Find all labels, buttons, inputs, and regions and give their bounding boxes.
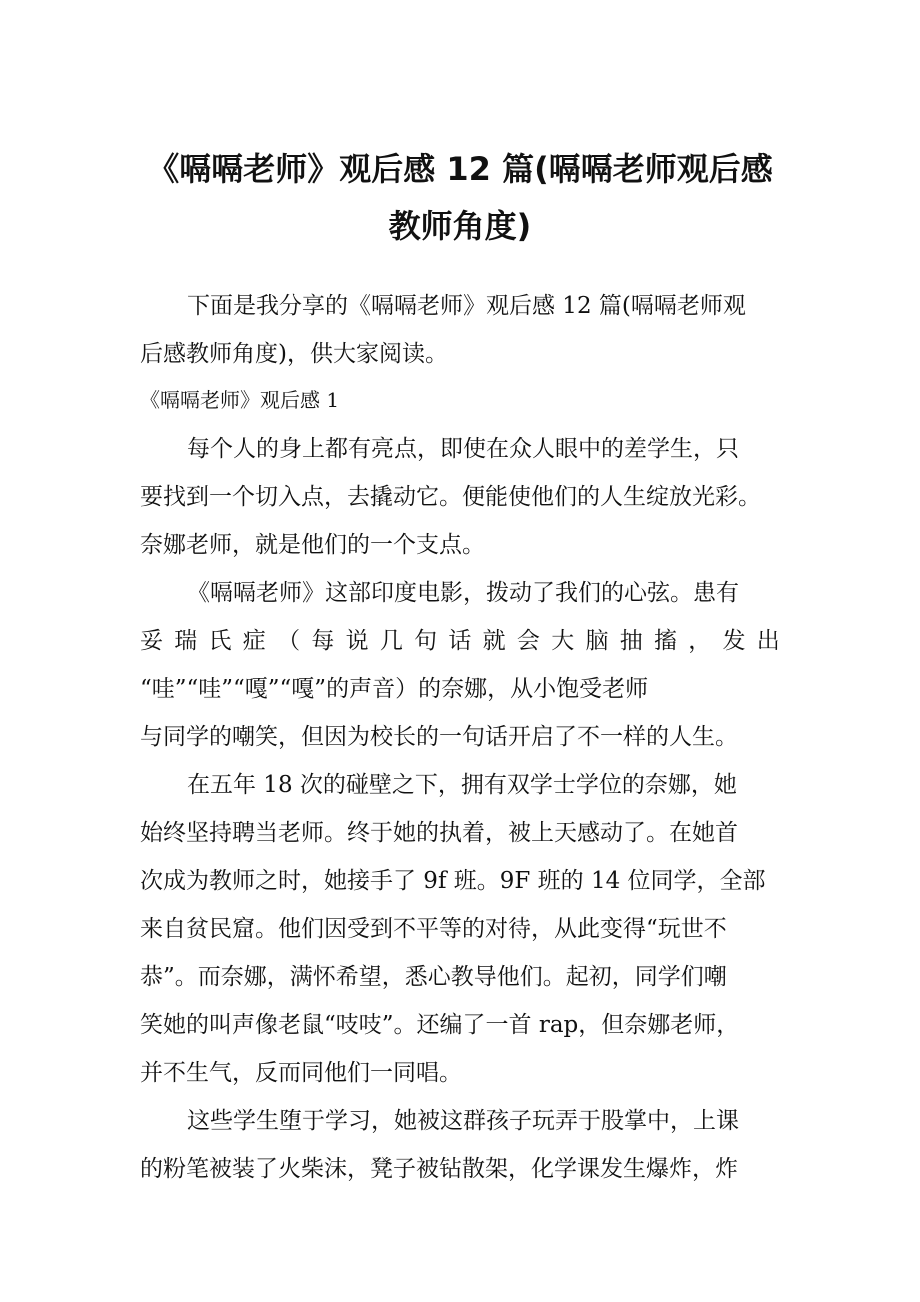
spread-char: 脑 bbox=[585, 628, 609, 654]
spread-char: 会 bbox=[516, 628, 540, 654]
intro-line-1: 下面是我分享的《嗝嗝老师》观后感 12 篇(嗝嗝老师观 bbox=[187, 293, 746, 319]
spread-char: 说 bbox=[345, 628, 369, 654]
spread-char: 几 bbox=[379, 628, 403, 654]
spread-char: 每 bbox=[311, 628, 335, 654]
paragraph-1-line-1: 每个人的身上都有亮点，即使在众人眼中的差学生，只 bbox=[187, 436, 739, 462]
document-title-line-1: 《嗝嗝老师》观后感 12 篇(嗝嗝老师观后感 bbox=[147, 150, 773, 188]
paragraph-4-line-1: 这些学生堕于学习，她被这群孩子玩弄于股掌中，上课 bbox=[187, 1108, 739, 1134]
paragraph-3-line-4: 来自贫民窟。他们因受到不平等的对待，从此变得“玩世不 bbox=[140, 916, 727, 942]
intro-line-2: 后感教师角度)，供大家阅读。 bbox=[140, 341, 448, 367]
paragraph-2-line-3: “哇”“哇”“嘎”“嘎”的声音）的奈娜，从小饱受老师 bbox=[140, 676, 649, 702]
spread-char: 症 bbox=[242, 628, 266, 654]
section-heading: 《嗝嗝老师》观后感 1 bbox=[140, 388, 340, 412]
paragraph-1-line-2: 要找到一个切入点，去撬动它。便能使他们的人生绽放光彩。 bbox=[140, 484, 761, 510]
spread-char: 发 bbox=[722, 628, 746, 654]
spread-char: 大 bbox=[551, 628, 575, 654]
paragraph-4-line-2: 的粉笔被装了火柴沫，凳子被钻散架，化学课发生爆炸，炸 bbox=[140, 1156, 738, 1182]
spread-char: 氏 bbox=[208, 628, 232, 654]
paragraph-2-line-2 bbox=[140, 625, 780, 657]
spread-char: 妥 bbox=[140, 628, 163, 654]
paragraph-3-line-7: 并不生气，反而同他们一同唱。 bbox=[140, 1060, 462, 1086]
spread-char: （ bbox=[277, 628, 301, 654]
document-title-line-2: 教师角度) bbox=[388, 207, 532, 245]
paragraph-2-line-4: 与同学的嘲笑，但因为校长的一句话开启了不一样的人生。 bbox=[140, 724, 738, 750]
paragraph-3-line-2: 始终坚持聘当老师。终于她的执着，被上天感动了。在她首 bbox=[140, 820, 738, 846]
spread-char: 瑞 bbox=[174, 628, 198, 654]
spread-char: 话 bbox=[448, 628, 472, 654]
spread-char: 抽 bbox=[619, 628, 643, 654]
spread-char: 出 bbox=[756, 628, 780, 654]
paragraph-3-line-1: 在五年 18 次的碰壁之下，拥有双学士学位的奈娜，她 bbox=[187, 772, 737, 798]
spread-char: 句 bbox=[414, 628, 438, 654]
paragraph-2-line-1: 《嗝嗝老师》这部印度电影，拨动了我们的心弦。患有 bbox=[187, 580, 739, 606]
spread-char: ， bbox=[688, 628, 712, 654]
spread-char: 搐 bbox=[653, 628, 677, 654]
spread-char: 就 bbox=[482, 628, 506, 654]
paragraph-3-line-3: 次成为教师之时，她接手了 9f 班。9F 班的 14 位同学，全部 bbox=[140, 868, 766, 894]
paragraph-3-line-5: 恭”。而奈娜，满怀希望，悉心教导他们。起初，同学们嘲 bbox=[140, 964, 727, 990]
paragraph-3-line-6: 笑她的叫声像老鼠“吱吱”。还编了一首 rap，但奈娜老师， bbox=[140, 1012, 740, 1038]
paragraph-1-line-3: 奈娜老师，就是他们的一个支点。 bbox=[140, 532, 485, 558]
